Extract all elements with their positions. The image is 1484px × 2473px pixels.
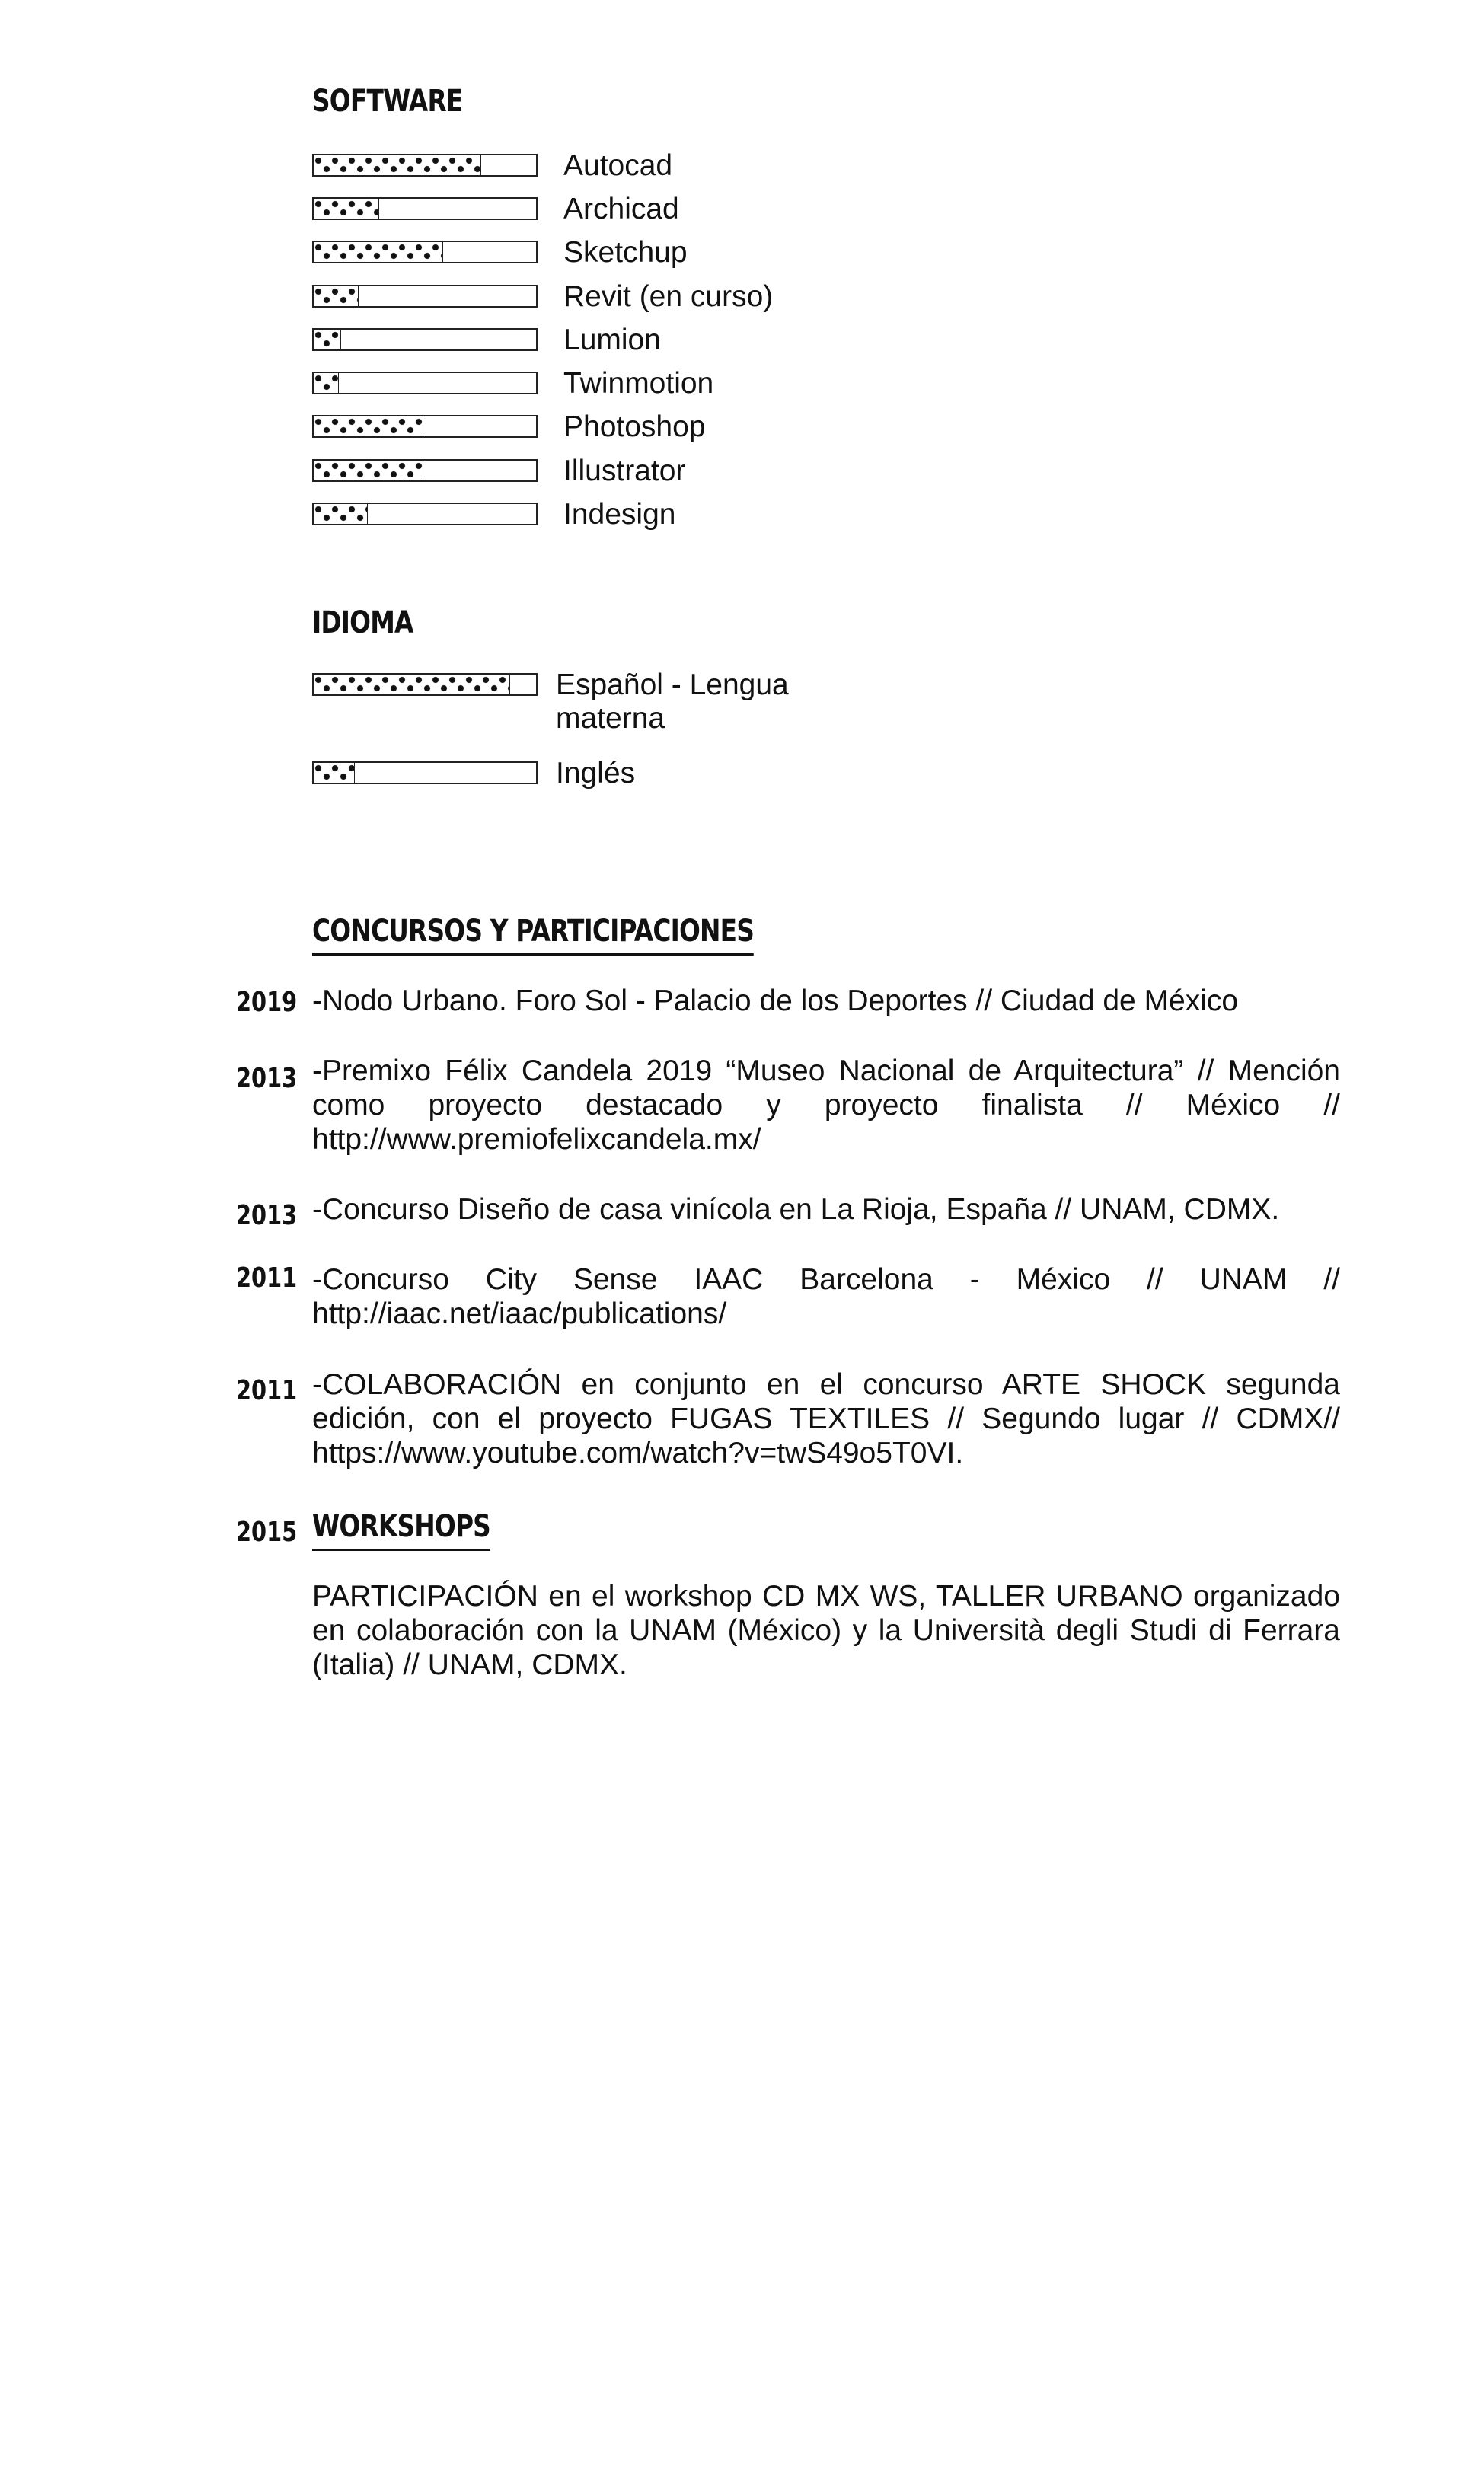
skill-label: Photoshop — [563, 410, 706, 443]
skill-bar — [312, 197, 538, 220]
workshops-year: 2015 — [236, 1517, 298, 1548]
skill-bar — [312, 372, 538, 394]
skill-label: Twinmotion — [563, 367, 714, 400]
language-row-english — [312, 752, 997, 790]
concurso-year: 2013 — [236, 1063, 298, 1094]
skill-row-autocad — [312, 145, 997, 183]
skill-bar — [312, 241, 538, 263]
skill-row-lumion — [312, 319, 997, 357]
concurso-year: 2013 — [236, 1200, 298, 1231]
language-bar-fill — [314, 675, 510, 694]
skill-bar-fill — [314, 330, 341, 349]
language-bar-fill — [314, 763, 355, 783]
concurso-entry — [236, 984, 1340, 1018]
skill-bar — [312, 328, 538, 351]
concursos-heading: CONCURSOS Y PARTICIPACIONES — [312, 914, 754, 956]
concurso-entry — [236, 1192, 1340, 1231]
concurso-year: 2011 — [236, 1262, 298, 1294]
language-label: Español - Lengua materna — [556, 669, 789, 735]
software-heading: SOFTWARE — [312, 84, 463, 119]
skill-label: Indesign — [563, 498, 676, 531]
skill-label: Revit (en curso) — [563, 280, 774, 313]
skill-label: Sketchup — [563, 236, 688, 269]
idioma-heading: IDIOMA — [312, 605, 413, 640]
skill-bar-fill — [314, 416, 423, 436]
concurso-text: -COLABORACIÓN en conjunto en el concurso ARTE SHOCK segunda edición, con el proyecto FUGAS TEXTILES // Segundo lugar // CDMX// https://www.youtube.com/watch?v=twS49o5T0VI. — [312, 1368, 1340, 1469]
concurso-year: 2019 — [236, 987, 298, 1018]
skill-row-twinmotion — [312, 362, 997, 400]
skill-bar-fill — [314, 155, 481, 175]
language-label: Inglés — [556, 757, 636, 790]
language-bar — [312, 673, 538, 696]
skill-label: Autocad — [563, 149, 673, 182]
language-bar — [312, 761, 538, 784]
concurso-text: -Nodo Urbano. Foro Sol - Palacio de los Deportes // Ciudad de México — [312, 984, 1239, 1017]
skill-bar-fill — [314, 199, 379, 219]
skill-bar-fill — [314, 461, 423, 480]
skill-bar — [312, 503, 538, 525]
concurso-text: -Concurso Diseño de casa vinícola en La Rioja, España // UNAM, CDMX. — [312, 1193, 1280, 1226]
skill-row-sketchup — [312, 231, 997, 270]
concurso-entry — [236, 1054, 1340, 1157]
skill-bar — [312, 285, 538, 308]
workshops-heading: WORKSHOPS — [312, 1509, 490, 1551]
concurso-text: -Premixo Félix Candela 2019 “Museo Nacional de Arquitectura” // Mención como proyecto destacado y proyecto finalista // México // http://www.premiofelixcandela.mx/ — [312, 1055, 1340, 1156]
skill-bar — [312, 415, 538, 438]
concurso-entry — [236, 1367, 1340, 1470]
skill-row-revit — [312, 276, 997, 314]
skill-label: Lumion — [563, 324, 661, 356]
concurso-year: 2011 — [236, 1375, 298, 1406]
skill-bar — [312, 154, 538, 177]
skill-bar-fill — [314, 504, 368, 524]
workshop-text: PARTICIPACIÓN en el workshop CD MX WS, TALLER URBANO organizado en colaboración con la UNAM (México) y la Università degli Studi di Ferrara (Italia) // UNAM, CDMX. — [312, 1580, 1340, 1681]
concurso-entry — [236, 1262, 1340, 1331]
language-row-spanish — [312, 664, 997, 740]
workshop-entry — [312, 1579, 1340, 1682]
skill-bar — [312, 459, 538, 482]
skill-row-illustrator — [312, 450, 997, 488]
concurso-text: -Concurso City Sense IAAC Barcelona - México // UNAM // http://iaac.net/iaac/publications/ — [312, 1263, 1340, 1330]
skill-bar-fill — [314, 286, 359, 306]
skill-bar-fill — [314, 373, 339, 393]
skill-bar-fill — [314, 242, 443, 262]
skill-row-archicad — [312, 188, 997, 226]
skill-row-photoshop — [312, 406, 997, 444]
skill-label: Illustrator — [563, 455, 686, 487]
skill-label: Archicad — [563, 193, 679, 225]
skill-row-indesign — [312, 493, 997, 531]
